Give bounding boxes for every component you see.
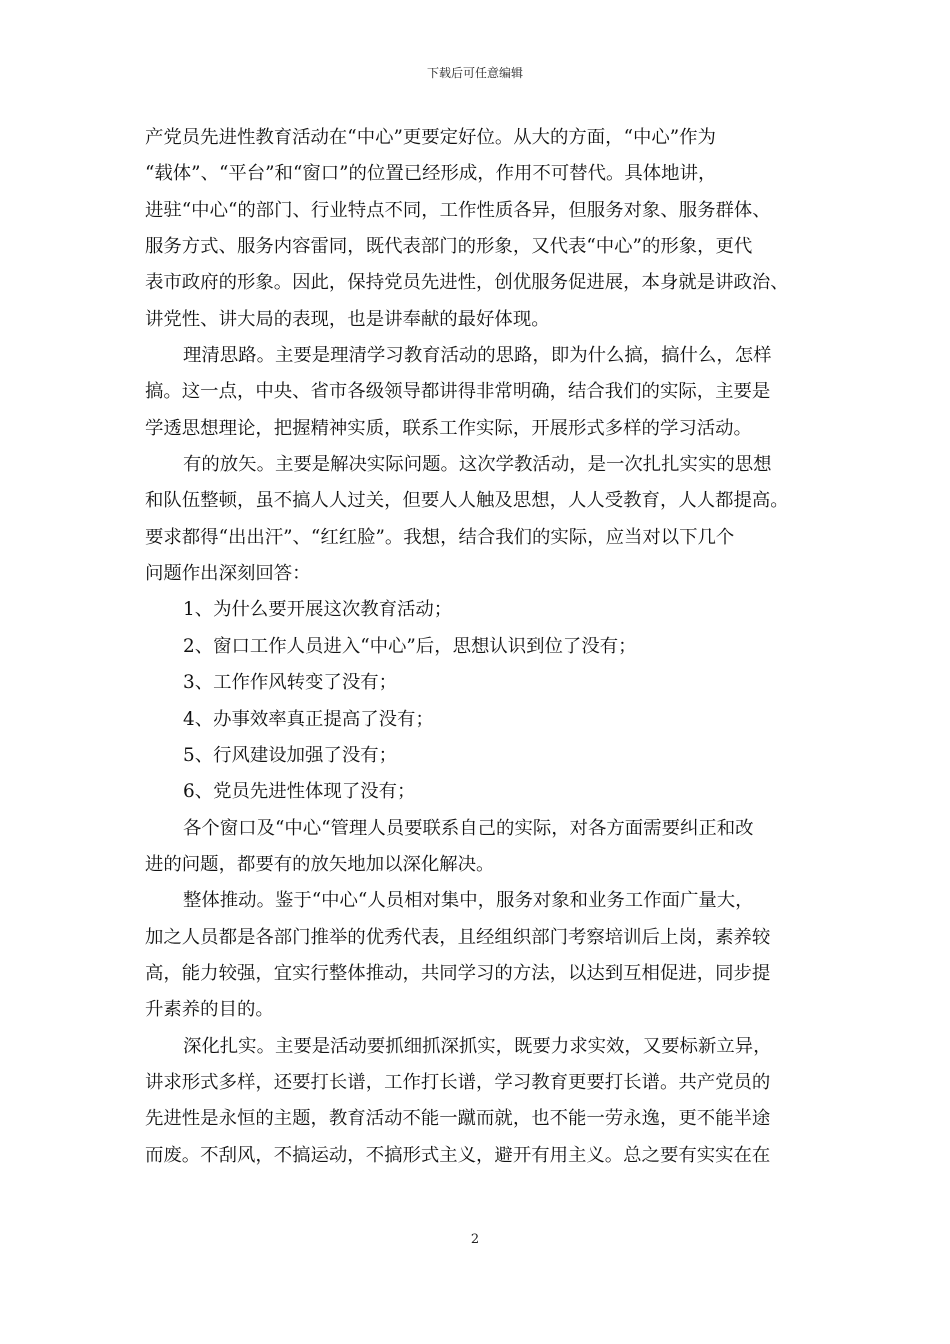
paragraph-line: 而废。不刮风，不搞运动，不搞形式主义，避开有用主义。总之要有实实在在 bbox=[145, 1144, 771, 1166]
paragraph-line: 产党员先进性教育活动在“中心”更要定好位。从大的方面，“中心”作为 bbox=[145, 127, 716, 148]
paragraph-line: 要求都得“出出汗”、“红红脸”。我想，结合我们的实际，应当对以下几个 bbox=[145, 526, 735, 548]
paragraph-line: 搞。这一点，中央、省市各级领导都讲得非常明确，结合我们的实际，主要是 bbox=[145, 381, 771, 403]
paragraph-line: 问题作出深刻回答： bbox=[145, 563, 311, 585]
paragraph-line: 学透思想理论，把握精神实质，联系工作实际，开展形式多样的学习活动。 bbox=[145, 417, 752, 439]
paragraph-line: 表市政府的形象。因此，保持党员先进性，创优服务促进展，本身就是讲政治、 bbox=[145, 272, 789, 294]
page-number: 2 bbox=[470, 1232, 480, 1247]
paragraph-line: 先进性是永恒的主题，教育活动不能一蹴而就，也不能一劳永逸，更不能半途 bbox=[145, 1108, 771, 1130]
paragraph-line: “载体”、“平台”和“窗口”的位置已经形成，作用不可替代。具体地讲， bbox=[145, 163, 717, 185]
paragraph-first-line: 整体推动。鉴于“中心“人员相对集中，服务对象和业务工作面广量大， bbox=[183, 890, 754, 912]
paragraph-line: 加之人员都是各部门推举的优秀代表，且经组织部门考察培训后上岗，素养较 bbox=[145, 926, 771, 948]
paragraph-first-line: 1、为什么要开展这次教育活动； bbox=[183, 599, 453, 621]
document-body bbox=[145, 120, 810, 1174]
paragraph-first-line: 各个窗口及“中心“管理人员要联系自己的实际，对各方面需要纠正和改 bbox=[183, 817, 754, 839]
paragraph-first-line: 理清思路。主要是理清学习教育活动的思路，即为什么搞，搞什么，怎样 bbox=[183, 345, 772, 367]
paragraph-first-line: 有的放矢。主要是解决实际问题。这次学教活动，是一次扎扎实实的思想 bbox=[183, 454, 772, 476]
paragraph-line: 高，能力较强，宜实行整体推动，共同学习的方法，以达到互相促进，同步提 bbox=[145, 962, 771, 984]
paragraph-first-line: 3、工作作风转变了没有； bbox=[183, 672, 397, 694]
paragraph-first-line: 4、办事效率真正提高了没有； bbox=[183, 708, 434, 730]
paragraph-line: 讲求形式多样，还要打长谱，工作打长谱，学习教育更要打长谱。共产党员的 bbox=[145, 1071, 771, 1093]
paragraph-first-line: 6、党员先进性体现了没有； bbox=[183, 781, 416, 803]
paragraph-first-line: 5、行风建设加强了没有； bbox=[183, 744, 397, 766]
paragraph-line: 和队伍整顿，虽不搞人人过关，但要人人触及思想，人人受教育，人人都提高。 bbox=[145, 490, 789, 512]
paragraph-first-line: 深化扎实。主要是活动要抓细抓深抓实，既要力求实效，又要标新立异， bbox=[183, 1035, 772, 1057]
page-header: 下载后可任意编辑 bbox=[426, 66, 523, 80]
paragraph-line: 服务方式、服务内容雷同，既代表部门的形象，又代表“中心”的形象，更代 bbox=[145, 236, 753, 258]
paragraph-line: 进的问题，都要有的放矢地加以深化解决。 bbox=[145, 853, 495, 875]
paragraph-first-line: 2、窗口工作人员进入“中心”后，思想认识到位了没有； bbox=[183, 635, 637, 657]
paragraph-line: 升素养的目的。 bbox=[145, 999, 274, 1021]
paragraph-line: 讲党性、讲大局的表现，也是讲奉献的最好体现。 bbox=[145, 308, 550, 330]
paragraph-line: 进驻“中心“的部门、行业特点不同，工作性质各异，但服务对象、服务群体、 bbox=[145, 199, 771, 221]
